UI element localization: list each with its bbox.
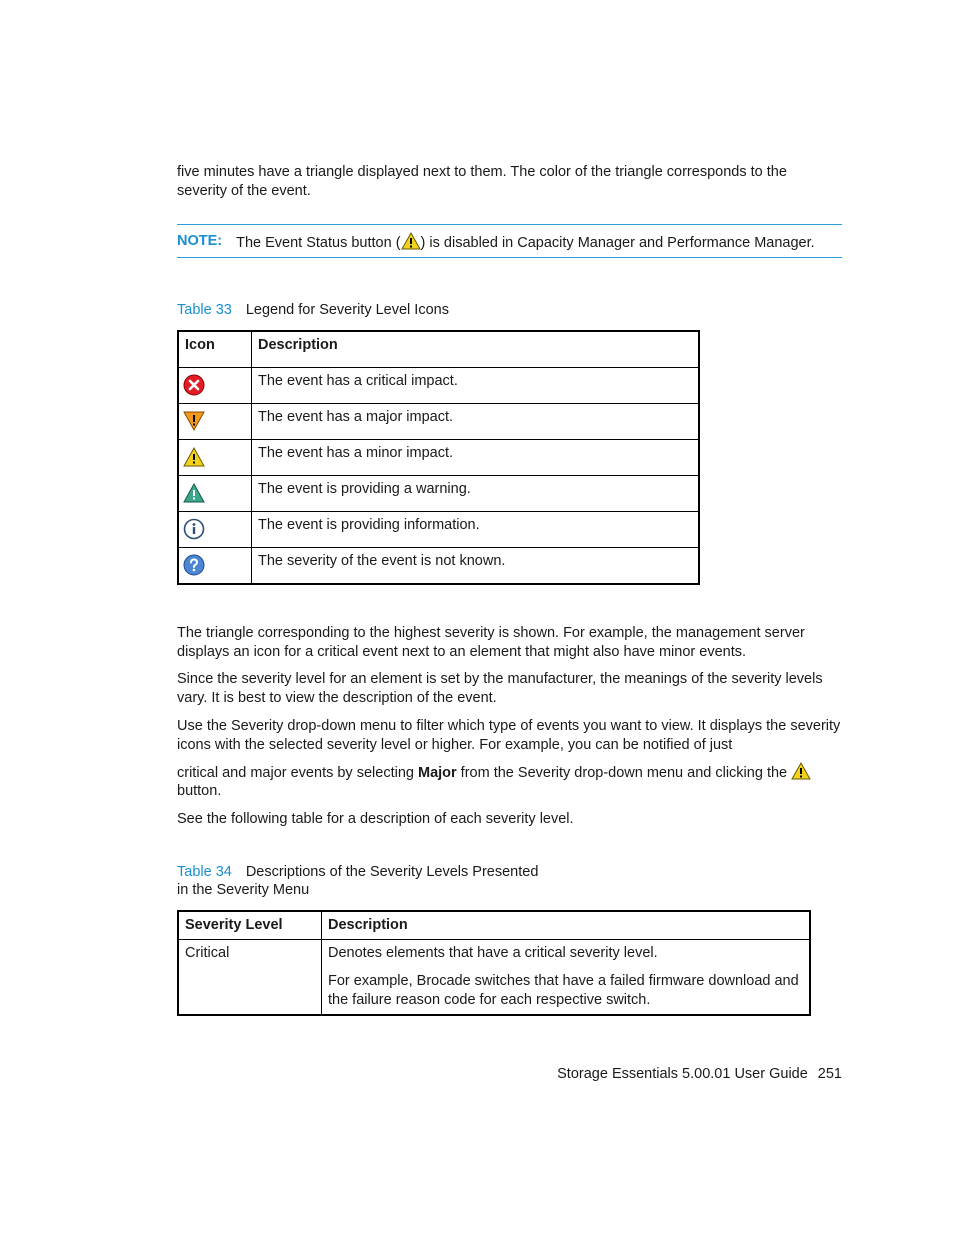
table-row bbox=[178, 512, 699, 548]
row-description: The event has a major impact. bbox=[252, 404, 700, 440]
table-header-row bbox=[178, 331, 699, 368]
paragraph-severity-menu-cont: critical and major events by selecting Major from the Severity drop-down menu and clicking the bbox=[177, 762, 842, 783]
footer-title: Storage Essentials 5.00.01 User Guide bbox=[557, 1066, 808, 1082]
intro-paragraph: five minutes have a triangle displayed next to them. The color of the triangle corresponds to the severity of the event. bbox=[177, 164, 787, 199]
table-header-row bbox=[178, 911, 810, 940]
event-status-warning-icon bbox=[401, 232, 421, 250]
header-description: Description bbox=[322, 911, 811, 940]
table-row bbox=[178, 404, 699, 440]
table-row bbox=[178, 940, 810, 1016]
header-severity-level: Severity Level bbox=[178, 911, 322, 940]
table-row bbox=[178, 368, 699, 404]
major-icon bbox=[183, 410, 205, 432]
critical-icon bbox=[183, 374, 205, 396]
page-number: 251 bbox=[817, 1066, 842, 1082]
event-status-warning-icon bbox=[791, 762, 811, 780]
paragraph-severity-menu: Use the Severity drop-down menu to filter which type of events you want to view. It displays the severity icons with the selected severity level or higher. For example, you can be notified of just bbox=[177, 718, 841, 753]
note-box bbox=[177, 224, 842, 258]
table-row bbox=[178, 548, 699, 585]
severity-levels-table bbox=[177, 910, 811, 1016]
paragraph-button-word: button. bbox=[177, 783, 222, 799]
row-description: The event is providing information. bbox=[252, 512, 700, 548]
warning-icon bbox=[183, 482, 205, 504]
page-footer bbox=[557, 1066, 842, 1082]
paragraph-see-table: See the following table for a description of each severity level. bbox=[177, 811, 574, 827]
paragraph-manufacturer: Since the severity level for an element is set by the manufacturer, the meanings of the severity levels vary. It is best to view the description of the event. bbox=[177, 671, 823, 706]
header-icon: Icon bbox=[178, 331, 252, 368]
severity-description-cell: Denotes elements that have a critical severity level. For example, Brocade switches that have a failed firmware download and the failure reason code for each respective switch. bbox=[322, 940, 811, 1016]
table33-caption: Table 33 Legend for Severity Level Icons bbox=[177, 302, 449, 318]
row-description: The event is providing a warning. bbox=[252, 476, 700, 512]
minor-icon bbox=[183, 446, 205, 468]
severity-level-cell: Critical bbox=[178, 940, 322, 1016]
note-text: The Event Status button ( ) is disabled in Capacity Manager and Performance Manager. bbox=[236, 232, 815, 251]
unknown-icon bbox=[183, 554, 205, 576]
header-description: Description bbox=[252, 331, 700, 368]
table-row bbox=[178, 476, 699, 512]
note-label: NOTE: bbox=[177, 233, 223, 249]
row-description: The severity of the event is not known. bbox=[252, 548, 700, 585]
row-description: The event has a minor impact. bbox=[252, 440, 700, 476]
row-description: The event has a critical impact. bbox=[252, 368, 700, 404]
paragraph-highest-severity: The triangle corresponding to the highest severity is shown. For example, the management server displays an icon for a critical event next to an element that might also have minor events. bbox=[177, 625, 805, 660]
info-icon bbox=[183, 518, 205, 540]
severity-icons-table bbox=[177, 330, 700, 585]
table-row bbox=[178, 440, 699, 476]
table34-caption: Table 34 Descriptions of the Severity Levels Presented in the Severity Menu bbox=[177, 864, 539, 898]
